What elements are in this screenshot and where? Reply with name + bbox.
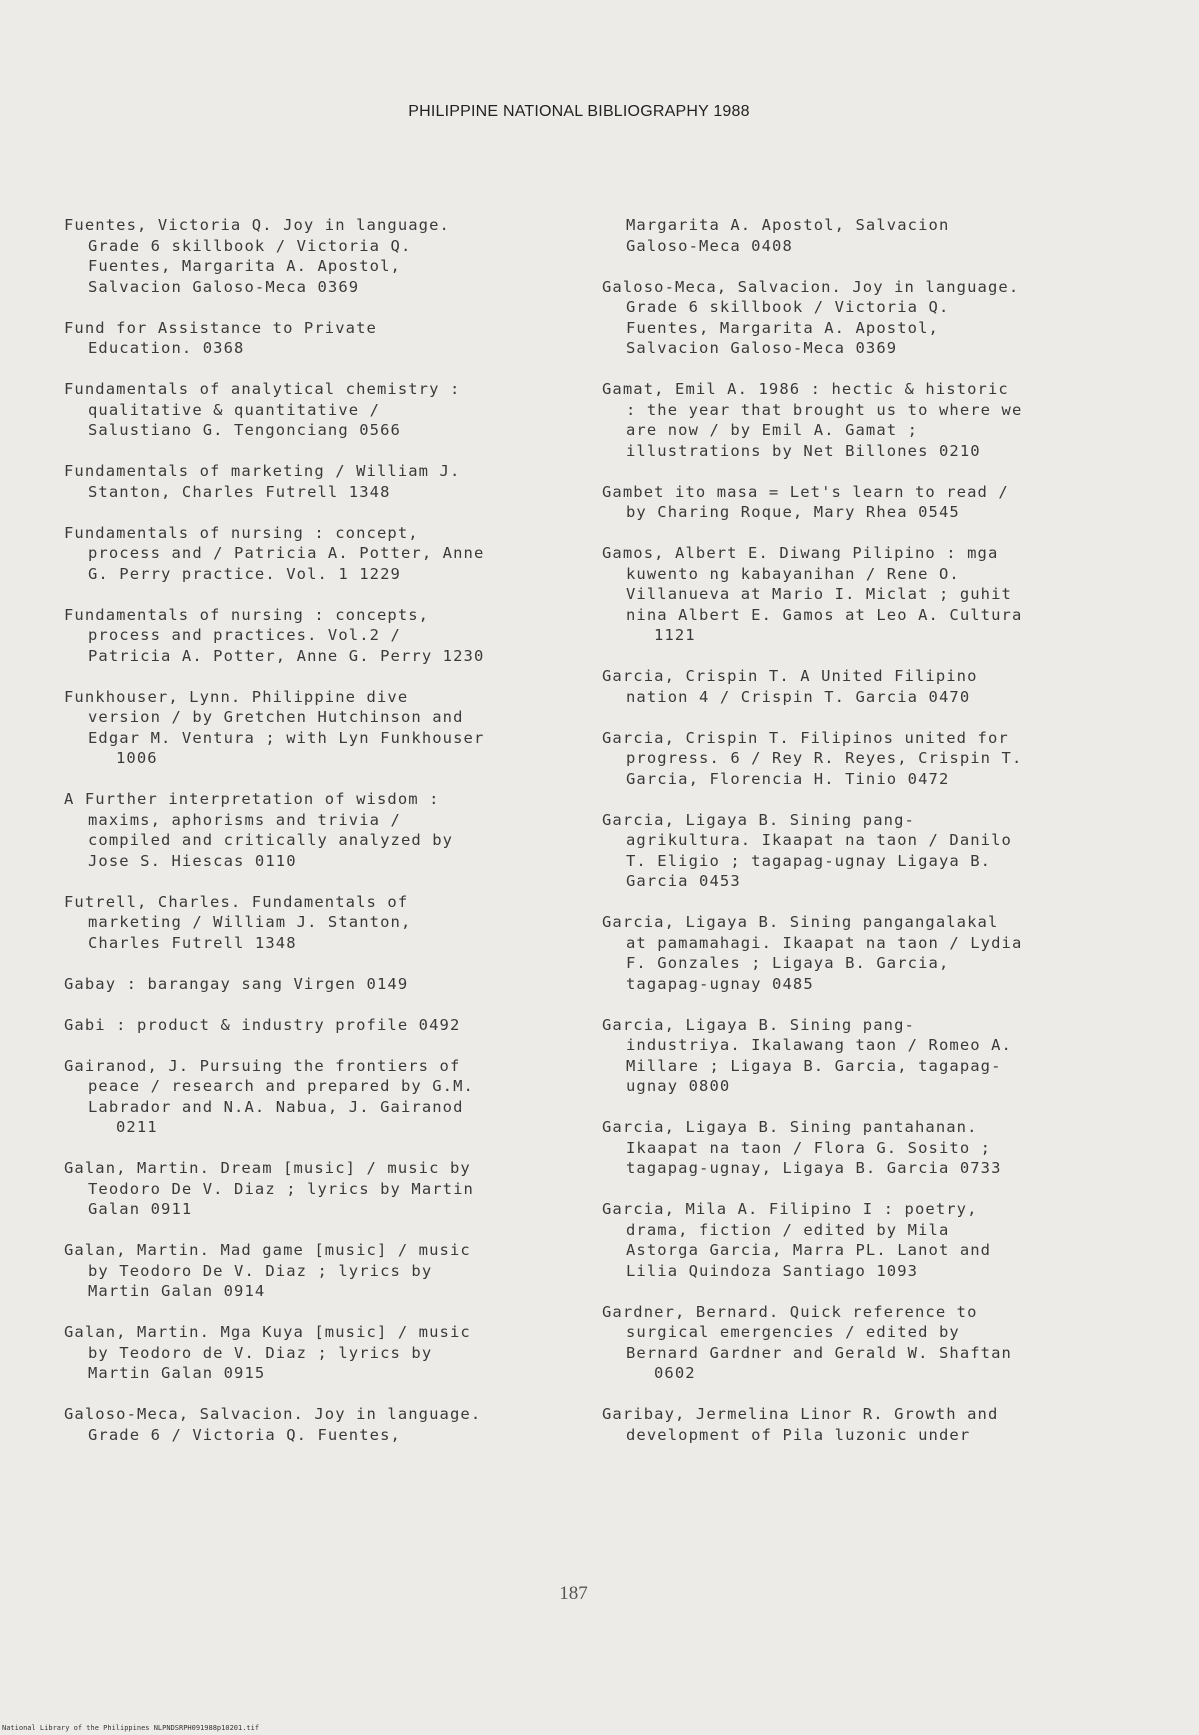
entry-line: at pamamahagi. Ikaapat na taon / Lydia (626, 933, 1023, 952)
entry-line: Fuentes, Margarita A. Apostol, (626, 318, 939, 337)
entry-line: ugnay 0800 (626, 1077, 731, 1095)
bibliography-entry (602, 482, 1122, 523)
entry-line: G. Perry practice. Vol. 1 1229 (88, 564, 401, 583)
entry-line: Funkhouser, Lynn. Philippine dive (64, 687, 409, 706)
entry-line: nation 4 / Crispin T. Garcia 0470 (626, 687, 971, 706)
bibliography-entry (64, 523, 564, 585)
bibliography-entry (602, 277, 1122, 359)
entry-line: Martin Galan 0914 (88, 1282, 266, 1300)
entry-line: Villanueva at Mario I. Miclat ; guhit (626, 585, 1012, 603)
page-header: PHILIPPINE NATIONAL BIBLIOGRAPHY 1988 (408, 103, 750, 120)
entry-line: Grade 6 skillbook / Victoria Q. (88, 236, 412, 255)
entry-line: A Further interpretation of wisdom : (64, 790, 440, 808)
entry-line: Fuentes, Victoria Q. Joy in language. (64, 216, 450, 234)
entry-line: Gambet ito masa = Let's learn to read / (602, 482, 1009, 501)
bibliography-entry (64, 1322, 564, 1384)
entry-line: Salustiano G. Tengonciang 0566 (88, 421, 401, 439)
entry-line: Galan, Martin. Dream [music] / music by (64, 1159, 471, 1177)
entry-line: Astorga Garcia, Marra PL. Lanot and (626, 1241, 992, 1259)
bibliography-entry (64, 1056, 564, 1138)
entry-line: peace / research and prepared by G.M. (88, 1077, 474, 1095)
entry-line: Salvacion Galoso-Meca 0369 (88, 277, 360, 296)
entry-line: progress. 6 / Rey R. Reyes, Crispin T. (626, 749, 1023, 767)
bibliography-entry (64, 215, 564, 297)
entry-line: Garcia, Mila A. Filipino I : poetry, (602, 1200, 978, 1218)
entry-line: Garcia, Ligaya B. Sining pang- (602, 1015, 915, 1034)
right-column (602, 215, 1122, 1466)
entry-line: Garcia 0453 (626, 872, 741, 890)
bibliography-entry (64, 461, 564, 502)
entry-line: 0211 (116, 1118, 158, 1136)
bibliography-entry (602, 1302, 1122, 1384)
left-column (64, 215, 564, 1466)
page-number: 187 (559, 1583, 588, 1604)
entry-line: Garcia, Ligaya B. Sining pang- (602, 810, 915, 829)
bibliography-entry (602, 728, 1122, 790)
entry-line: Gardner, Bernard. Quick reference to (602, 1302, 978, 1321)
bibliography-entry (64, 892, 564, 954)
entry-line: development of Pila luzonic under (626, 1425, 971, 1444)
entry-line: Gamat, Emil A. 1986 : hectic & historic (602, 380, 1009, 398)
entry-line: Bernard Gardner and Gerald W. Shaftan (626, 1343, 1012, 1362)
entry-line: Fundamentals of analytical chemistry : (64, 380, 461, 398)
entry-line: Garcia, Ligaya B. Sining pantahanan. (602, 1118, 978, 1136)
entry-line: Galoso-Meca 0408 (626, 236, 793, 255)
entry-line: tagapag-ugnay 0485 (626, 974, 814, 993)
entry-line: Grade 6 / Victoria Q. Fuentes, (88, 1425, 401, 1444)
entry-line: version / by Gretchen Hutchinson and (88, 708, 464, 726)
bibliography-entry (602, 1199, 1122, 1281)
entry-line: tagapag-ugnay, Ligaya B. Garcia 0733 (626, 1159, 1002, 1177)
entry-line: by Charing Roque, Mary Rhea 0545 (626, 503, 960, 521)
entry-line: Fuentes, Margarita A. Apostol, (88, 257, 401, 275)
entry-line: Fundamentals of nursing : concept, (64, 523, 419, 542)
bibliography-entry (602, 912, 1122, 994)
bibliography-entry (602, 379, 1122, 461)
bibliography-entry (64, 974, 564, 995)
entry-line: Galan, Martin. Mad game [music] / music (64, 1241, 471, 1259)
entry-line: Lilia Quindoza Santiago 1093 (626, 1261, 919, 1280)
entry-line: by Teodoro de V. Diaz ; lyrics by (88, 1343, 433, 1362)
entry-line: marketing / William J. Stanton, (88, 913, 412, 931)
entry-line: 1006 (116, 749, 158, 767)
bibliography-entry (64, 605, 564, 667)
entry-line: Margarita A. Apostol, Salvacion (626, 216, 950, 234)
entry-line: Grade 6 skillbook / Victoria Q. (626, 298, 950, 316)
entry-line: Garcia, Florencia H. Tinio 0472 (626, 769, 950, 788)
entry-line: Martin Galan 0915 (88, 1364, 266, 1382)
entry-line: 1121 (654, 626, 696, 644)
entry-line: maxims, aphorisms and trivia / (88, 810, 401, 829)
entry-line: T. Eligio ; tagapag-ugnay Ligaya B. (626, 851, 992, 870)
bibliography-entry (602, 1117, 1122, 1179)
entry-line: process and / Patricia A. Potter, Anne (88, 544, 485, 562)
bibliography-entry (64, 1158, 564, 1220)
entry-line: Gairanod, J. Pursuing the frontiers of (64, 1056, 461, 1075)
entry-line: Garcia, Ligaya B. Sining pangangalakal (602, 913, 999, 931)
bibliography-entry (64, 687, 564, 769)
entry-line: by Teodoro De V. Diaz ; lyrics by (88, 1261, 433, 1280)
entry-line: Patricia A. Potter, Anne G. Perry 1230 (88, 646, 485, 665)
scan-footer-note: National Library of the Philippines NLPNDSRPH091988p10201.tif (2, 1724, 260, 1732)
entry-line: Gabay : barangay sang Virgen 0149 (64, 974, 409, 993)
entry-line: Salvacion Galoso-Meca 0369 (626, 339, 898, 357)
entry-line: Gabi : product & industry profile 0492 (64, 1015, 461, 1034)
entry-line: Jose S. Hiescas 0110 (88, 851, 297, 870)
entry-line: Fundamentals of nursing : concepts, (64, 605, 430, 624)
entry-line: illustrations by Net Billones 0210 (626, 441, 981, 460)
entry-line: agrikultura. Ikaapat na taon / Danilo (626, 831, 1012, 849)
bibliography-entry (64, 1404, 564, 1445)
entry-line: Teodoro De V. Diaz ; lyrics by Martin (88, 1179, 474, 1198)
entry-line: Garibay, Jermelina Linor R. Growth and (602, 1405, 999, 1423)
entry-line: Millare ; Ligaya B. Garcia, tagapag- (626, 1056, 1002, 1075)
bibliography-entry (64, 379, 564, 441)
entry-line: Galan 0911 (88, 1200, 193, 1218)
entry-line: Galan, Martin. Mga Kuya [music] / music (64, 1323, 471, 1341)
entry-line: Ikaapat na taon / Flora G. Sosito ; (626, 1138, 992, 1157)
bibliography-entry (602, 543, 1122, 646)
entry-line: qualitative & quantitative / (88, 400, 381, 419)
entry-line: Galoso-Meca, Salvacion. Joy in language. (602, 277, 1020, 296)
entry-line: kuwento ng kabayanihan / Rene O. (626, 564, 960, 583)
bibliography-entry (602, 666, 1122, 707)
entry-line: Stanton, Charles Futrell 1348 (88, 482, 391, 501)
entry-line: Education. 0368 (88, 339, 245, 357)
entry-line: industriya. Ikalawang taon / Romeo A. (626, 1036, 1012, 1054)
entry-line: 0602 (654, 1364, 696, 1382)
entry-line: surgical emergencies / edited by (626, 1323, 960, 1341)
bibliography-entry (64, 789, 564, 871)
entry-line: Galoso-Meca, Salvacion. Joy in language. (64, 1405, 482, 1423)
bibliography-entry (602, 1015, 1122, 1097)
bibliography-entry (64, 1015, 564, 1036)
entry-line: process and practices. Vol.2 / (88, 626, 401, 644)
bibliography-entry (64, 318, 564, 359)
bibliography-entry (602, 1404, 1122, 1445)
entry-line: Labrador and N.A. Nabua, J. Gairanod (88, 1097, 464, 1116)
bibliography-entry (602, 810, 1122, 892)
entry-line: nina Albert E. Gamos at Leo A. Cultura (626, 605, 1023, 624)
entry-line: Gamos, Albert E. Diwang Pilipino : mga (602, 544, 999, 562)
entry-line: : the year that brought us to where we (626, 400, 1023, 419)
entry-line: Fund for Assistance to Private (64, 318, 377, 337)
entry-line: Fundamentals of marketing / William J. (64, 462, 461, 480)
entry-line: are now / by Emil A. Gamat ; (626, 421, 919, 439)
entry-line: Charles Futrell 1348 (88, 933, 297, 952)
bibliography-entry (602, 215, 1122, 256)
entry-line: Edgar M. Ventura ; with Lyn Funkhouser (88, 728, 485, 747)
entry-line: drama, fiction / edited by Mila (626, 1220, 950, 1239)
bibliography-entry (64, 1240, 564, 1302)
entry-line: Futrell, Charles. Fundamentals of (64, 892, 409, 911)
entry-line: F. Gonzales ; Ligaya B. Garcia, (626, 954, 950, 972)
entry-line: compiled and critically analyzed by (88, 831, 454, 849)
entry-line: Garcia, Crispin T. Filipinos united for (602, 728, 1009, 747)
entry-line: Garcia, Crispin T. A United Filipino (602, 667, 978, 685)
